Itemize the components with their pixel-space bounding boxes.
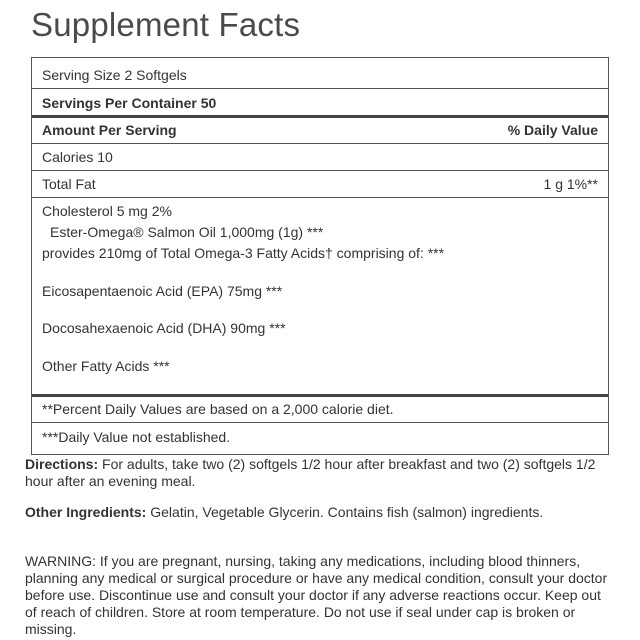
total-fat-row (42, 176, 598, 192)
salmon-oil: Ester-Omega® Salmon Oil 1,000mg (1g) *** (50, 224, 324, 240)
divider (32, 88, 608, 89)
warning: WARNING: If you are pregnant, nursing, taking any medications, including blood thinners, planning any medical or surgical procedure or have any medical condition, consult your doctor before use. Discontinue use and consult your doctor if any adverse reactions occur. Keep out of reach of children. Store at room temperature. Do not use if seal under cap is broken or missing. (25, 553, 608, 637)
divider (32, 170, 608, 171)
thick-divider (32, 394, 608, 397)
footnote-dv-not-established: ***Daily Value not established. (42, 429, 231, 445)
footnote-percent-dv: **Percent Daily Values are based on a 2,000 calorie diet. (42, 401, 394, 417)
other-ingredients (25, 504, 615, 521)
divider (32, 143, 608, 144)
divider (32, 197, 608, 198)
servings-per-container: Servings Per Container 50 (42, 95, 217, 111)
divider (32, 422, 608, 423)
directions-text: For adults, take two (2) softgels 1/2 hour after breakfast and two (2) softgels 1/2 hour after an evening meal. (25, 456, 596, 489)
other-ingredients-label: Other Ingredients: (25, 504, 147, 520)
directions-label: Directions: (25, 456, 99, 472)
serving-size: Serving Size 2 Softgels (42, 67, 187, 83)
supplement-facts-panel (31, 57, 609, 455)
amount-header-row (42, 122, 598, 138)
daily-value-header: % Daily Value (507, 122, 598, 138)
total-fat-label: Total Fat (42, 176, 96, 192)
other-ingredients-text: Gelatin, Vegetable Glycerin. Contains fish (salmon) ingredients. (146, 504, 544, 520)
omega3-description: provides 210mg of Total Omega-3 Fatty Acids† comprising of: *** (42, 245, 445, 261)
amount-header: Amount Per Serving (42, 122, 177, 138)
calories: Calories 10 (42, 149, 113, 165)
other-fatty-acids: Other Fatty Acids *** (42, 358, 170, 374)
page-title: Supplement Facts (31, 6, 301, 43)
dha: Docosahexaenoic Acid (DHA) 90mg *** (42, 320, 286, 336)
epa: Eicosapentaenoic Acid (EPA) 75mg *** (42, 283, 283, 299)
directions (25, 456, 615, 490)
cholesterol: Cholesterol 5 mg 2% (42, 203, 172, 219)
total-fat-value: 1 g 1%** (543, 176, 598, 192)
thick-divider (32, 115, 608, 118)
